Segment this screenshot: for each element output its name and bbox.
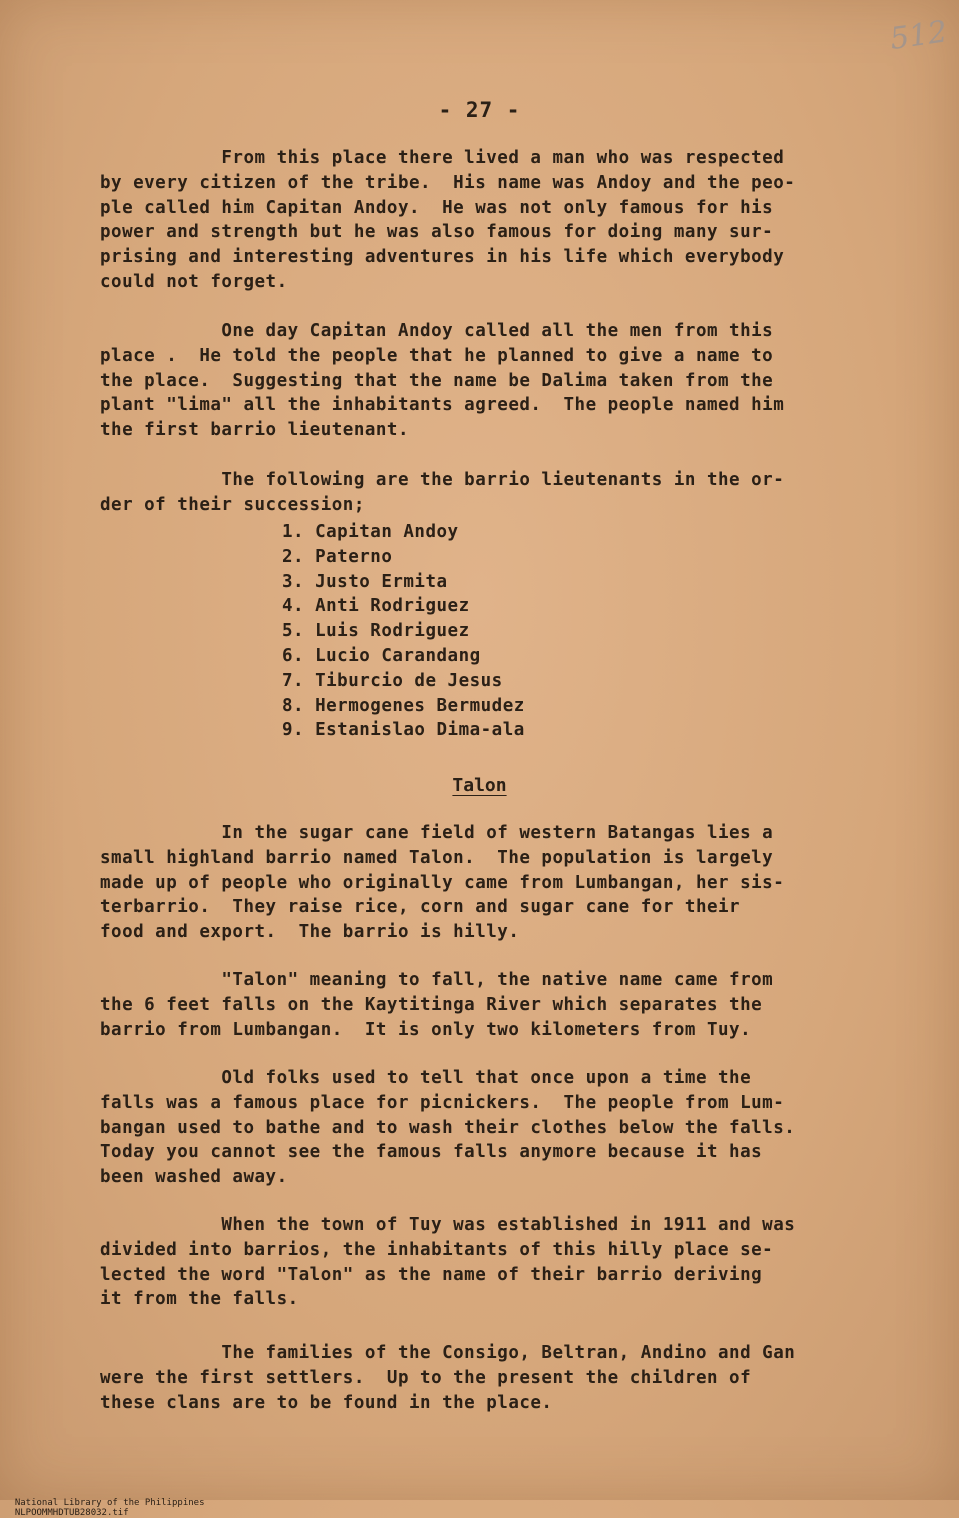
text-line: plant "lima" all the inhabitants agreed. The people named him xyxy=(100,395,785,416)
paragraph-town-establishment xyxy=(100,1213,860,1312)
text-line: The families of the Consigo, Beltran, Andino and Gan xyxy=(100,1343,796,1363)
paragraph-naming xyxy=(100,319,860,443)
text-line: been washed away. xyxy=(100,1167,288,1188)
text-line: the first barrio lieutenant. xyxy=(100,420,410,441)
text-line: From this place there lived a man who was respected xyxy=(100,148,785,168)
text-line: bangan used to bathe and to wash their clothes below the falls. xyxy=(100,1117,796,1138)
page-number: - 27 - xyxy=(438,98,521,122)
handwritten-page-mark: 512 xyxy=(887,14,950,58)
paragraph-first-settlers xyxy=(100,1341,860,1415)
text-line: When the town of Tuy was established in 1911 and was xyxy=(100,1215,796,1235)
text-line: lected the word "Talon" as the name of their barrio deriving xyxy=(100,1264,763,1285)
text-line: terbarrio. They raise rice, corn and sugar cane for their xyxy=(100,897,741,918)
list-item: 2. Paterno xyxy=(282,546,393,567)
text-line: der of their succession; xyxy=(100,494,365,515)
text-line: divided into barrios, the inhabitants of this hilly place se- xyxy=(100,1239,774,1260)
list-item: 5. Luis Rodriguez xyxy=(282,621,470,642)
text-line: could not forget. xyxy=(100,271,288,292)
text-line: by every citizen of the tribe. His name was Andoy and the peo- xyxy=(100,172,796,193)
text-line: The following are the barrio lieutenants in the or- xyxy=(100,470,785,490)
list-item: 1. Capitan Andoy xyxy=(282,522,459,542)
text-line: the 6 feet falls on the Kaytitinga River which separates the xyxy=(100,994,763,1015)
list-item: 7. Tiburcio de Jesus xyxy=(282,670,503,691)
list-item: 6. Lucio Carandang xyxy=(282,645,481,666)
text-line: prising and interesting adventures in his life which everybody xyxy=(100,247,785,268)
list-item: 3. Justo Ermita xyxy=(282,571,448,592)
paragraph-succession-intro xyxy=(100,468,860,518)
text-line: "Talon" meaning to fall, the native name came from xyxy=(100,970,774,990)
paragraph-andoy xyxy=(100,146,860,295)
text-line: falls was a famous place for picnickers. The people from Lum- xyxy=(100,1092,785,1113)
list-item: 9. Estanislao Dima-ala xyxy=(282,720,525,741)
text-line: were the first settlers. Up to the present the children of xyxy=(100,1367,752,1388)
text-line: made up of people who originally came from Lumbangan, her sis- xyxy=(100,872,785,893)
text-line: small highland barrio named Talon. The population is largely xyxy=(100,847,774,868)
paragraph-talon-meaning xyxy=(100,968,860,1042)
text-line: place . He told the people that he planned to give a name to xyxy=(100,345,774,366)
section-heading-text: Talon xyxy=(452,775,507,796)
text-line: In the sugar cane field of western Batangas lies a xyxy=(100,823,774,843)
lieutenants-list xyxy=(282,520,525,743)
section-heading xyxy=(0,775,959,796)
text-line: One day Capitan Andoy called all the men from this xyxy=(100,321,774,341)
paragraph-talon-description xyxy=(100,821,860,945)
footer-file-id: NLPOOMMHDTUB28032.tif xyxy=(14,1508,129,1518)
text-line: it from the falls. xyxy=(100,1289,299,1310)
text-line: power and strength but he was also famous for doing many sur- xyxy=(100,222,774,243)
text-line: these clans are to be found in the place. xyxy=(100,1392,553,1413)
text-line: barrio from Lumbangan. It is only two kilometers from Tuy. xyxy=(100,1019,752,1040)
list-item: 8. Hermogenes Bermudez xyxy=(282,695,525,716)
paragraph-falls-history xyxy=(100,1066,860,1190)
text-line: Old folks used to tell that once upon a time the xyxy=(100,1068,752,1088)
text-line: ple called him Capitan Andoy. He was not only famous for his xyxy=(100,197,774,218)
text-line: the place. Suggesting that the name be Dalima taken from the xyxy=(100,370,774,391)
footer xyxy=(4,1488,243,1518)
text-line: food and export. The barrio is hilly. xyxy=(100,922,520,943)
text-line: Today you cannot see the famous falls anymore because it has xyxy=(100,1142,763,1163)
footer-library: National Library of the Philippines xyxy=(14,1498,205,1508)
list-item: 4. Anti Rodriguez xyxy=(282,596,470,617)
